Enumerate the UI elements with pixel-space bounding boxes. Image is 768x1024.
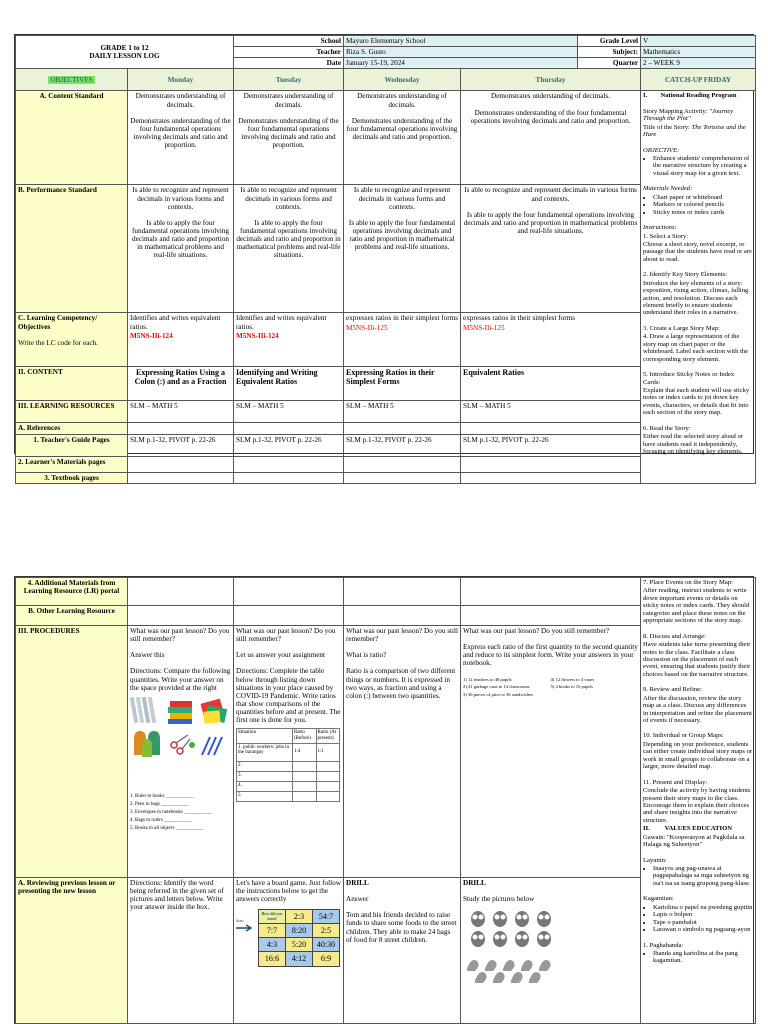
fri-kag-4: • Larawan o simbolo ng pagsang-ayon [653, 926, 753, 933]
additional-materials-label: 4. Additional Materials from Learning Resource (LR) portal [16, 578, 128, 606]
competency-mon [128, 313, 234, 367]
covid-row-num: 5. [237, 791, 293, 801]
fri-step9-text: After the discussion, review the story map as a class. Discuss any differences in interpretation and refine the placement of events if necessary. [643, 694, 752, 724]
fri-heading: National Reading Program [660, 92, 737, 100]
quarter-value: 2 – WEEK 9 [641, 58, 756, 69]
procedures-tue [234, 626, 344, 878]
lm-mon [128, 456, 234, 472]
proc-wed-q: What was our past lesson? Do you still remember? [346, 627, 458, 644]
grade-value: V [641, 36, 756, 47]
fri-story-title: The Tortoise and the Hare [643, 123, 746, 139]
proc-wed-ratio-q: What is ratio? [346, 651, 387, 660]
fri-step9-title: 9. Review and Refine: [643, 686, 702, 694]
references-label: A. References [16, 423, 128, 434]
fri-step5-text: Explain that each student will use sticky notes or index cards to jot down key events, characters, or details that fit into each section of the story map. [643, 386, 750, 417]
ratio-item: 4) 12 flowers to 4 vases [550, 676, 595, 682]
ps-mon-1: Is able to recognize and represent decimals in various forms and contexts. [132, 186, 229, 211]
reviewing-label: A. Reviewing previous lesson or presenting the new lesson [16, 878, 128, 1024]
friday-header: CATCH-UP FRIDAY [641, 69, 756, 91]
content-standard-mon [128, 91, 234, 185]
ref-thu [461, 423, 641, 434]
fri-paghahanda: 1. Paghahanda: [643, 941, 684, 949]
ps-thu-2: Is able to apply the four fundamental operations involving decimals and ratio and proportion in mathematical problems and real-life situations. [463, 210, 638, 235]
tb-wed [344, 472, 461, 483]
books-picture-icon [168, 701, 192, 724]
fri-paghahanda-item: • Ihanda ang kartolina at iba pang kagamitan. [653, 950, 753, 965]
comp-tue-code: M5NS-IIi-124 [236, 331, 279, 340]
covid-row-num: 4. [237, 781, 293, 791]
cs-mon-2: Demonstrates understanding of the four fundamental operations involving decimals and ratio and proportion. [130, 116, 231, 149]
fri-step2-text: Introduce the key elements of a story: exposition, rising action, climax, falling action, and resolution. Discuss each element briefly to ensure students understand their roles in a narrative. [643, 279, 749, 317]
fri-kag-2: • Lapis o bolpen [653, 911, 753, 918]
school-label: School [234, 36, 344, 47]
covid-row-num: 2. [237, 761, 293, 771]
fri-objective-label: OBJECTIVE: [643, 146, 680, 154]
performance-standard-mon [128, 185, 234, 313]
learners-materials-label: 2. Learner's Materials pages [16, 456, 128, 472]
content-standard-label: A. Content Standard [16, 91, 128, 185]
compare-item: 5. Books to all objects ___________ [130, 825, 204, 831]
covid-row1-situation: 1. public workers/ jobs in the barangay [237, 743, 293, 761]
board-grid [258, 909, 340, 966]
fri-step4-title: 4. Draw a large representation of the story map on chart paper or the whiteboard. Label each section with the corresponding story element. [643, 333, 749, 363]
am-wed [344, 578, 461, 606]
cs-thu-2: Demonstrates understanding of the four fundamental operations involving decimals and ratio and proportion. [470, 108, 631, 125]
covid-head-before: Ratio (Before) [293, 729, 317, 743]
fri-materials-label: Materials Needed: [643, 185, 693, 193]
scissors-picture-icon [171, 735, 195, 754]
comp-thu-text: expresses ratios in their simplest forms [463, 314, 576, 323]
comp-thu-code: M5NS-IIi-125 [463, 323, 505, 332]
fri-step10-title: 10. Individual or Group Maps: [643, 732, 724, 740]
fri-kag-3: • Tape o pambalot [653, 919, 753, 926]
cs-thu-1: Demonstrates understanding of decimals. [491, 92, 610, 101]
board-start-label: Start [236, 918, 244, 924]
proc-tue-dir: Directions: Complete the table below through listing down situations in your place caused by COVID-19 Pandemic. Write ratios that show comparisons of the quantities before and at present. The first one is done for you. [236, 667, 341, 725]
proc-mon-q: What was our past lesson? Do you still remember? [130, 627, 230, 644]
proc-mon-dir: Directions: Compare the following quantities. Write your answer on the space provided at the right [130, 667, 231, 692]
mon-compare-list [130, 793, 231, 833]
fri-material-1: • Chart paper or whiteboard [653, 194, 753, 201]
thu-ratio-items [463, 676, 638, 699]
compare-item: 2. Pens to bags ___________ [130, 801, 189, 807]
comp-mon-text: Identifies and writes equivalent ratios. [130, 314, 221, 331]
title-line2: DAILY LESSON LOG [89, 52, 160, 61]
tg-wed: SLM p.1-32, PIVOT p. 22-26 [344, 434, 461, 456]
performance-standard-wed [344, 185, 461, 313]
ps-wed-2: Is able to apply the four fundamental operations involving decimals and ratio and proportion in mathematical problems and real-life situations. [348, 218, 456, 252]
ps-tue-2: Is able to apply the four fundamental operations involving decimals and ratio and proportion in mathematical problems and real-life situations. [236, 218, 341, 260]
board-cell: 7:7 [259, 924, 286, 938]
performance-standard-tue [234, 185, 344, 313]
board-cell: 6:9 [313, 952, 340, 966]
teacher-label: Teacher [234, 47, 344, 58]
comp-mon-code: M5NS-IIi-124 [130, 331, 173, 340]
competency-label-cell [16, 313, 128, 367]
cs-tue-2: Demonstrates understanding of the four fundamental operations involving decimals and ratio and proportion. [238, 116, 339, 149]
tb-tue [234, 472, 344, 483]
cs-mon-1: Demonstrates understanding of decimals. [135, 92, 226, 109]
date-label: Date [234, 58, 344, 69]
tg-mon: SLM p.1-32, PIVOT p. 22-26 [128, 434, 234, 456]
fri-step11-title: 11. Present and Display: [643, 778, 708, 786]
learning-resources-label: III. LEARNING RESOURCES [16, 401, 128, 423]
ratio-item: 5) 4 books to 16 pupils [550, 684, 593, 690]
procedures-mon [128, 626, 234, 878]
proc-wed-ratio-def: Ratio is a comparison of two different things or numbers. It is expressed in two ways, as fraction and using a colon (:) between two quantities. [346, 667, 456, 700]
slm-mon: SLM – MATH 5 [128, 401, 234, 423]
board-cell: 2:5 [313, 924, 340, 938]
am-tue [234, 578, 344, 606]
compare-item: 3. Envelopes to notebooks ___________ [130, 809, 212, 815]
content-standard-wed [344, 91, 461, 185]
board-cell: 4:12 [286, 952, 313, 966]
lm-wed [344, 456, 461, 472]
ratio-item: 2) 21 garbage cans to 14 classrooms [463, 684, 530, 690]
arrow-right-icon [236, 924, 254, 932]
board-cell-label: How did you travel [259, 910, 286, 924]
fri-step10-text: Depending on your preference, students can either create individual story maps or work in small groups to collaborate on a larger, more detailed map. [643, 740, 753, 771]
fri-step1-text: Choose a short story, novel excerpt, or passage that the students have read or are about to read. [643, 240, 752, 263]
friday-reading-program [641, 91, 756, 483]
board-cell: 8:20 [286, 924, 313, 938]
pens-picture-icon [202, 737, 222, 755]
cs-wed-2: Demonstrates understanding of the four fundamental operations involving decimals and ratio and proportion. [346, 116, 458, 141]
competency-thu [461, 313, 641, 367]
covid-head-present: Ratio (At present) [316, 729, 340, 743]
fri-step6-text: Either read the selected story aloud or have students read it independently, focusing on identifying key elements. [643, 433, 743, 455]
or-wed [344, 606, 461, 626]
fri-values-num: II. [643, 825, 650, 833]
or-thu [461, 606, 641, 626]
lm-thu [461, 456, 641, 472]
review-thu-study: Study the pictures below [463, 895, 535, 904]
covid-row-num: 3. [237, 771, 293, 781]
animals-picture [463, 907, 563, 983]
review-mon: Directions: Identify the word being referred in the given set of pictures and letters below. Write your answer inside the box. [128, 878, 234, 1024]
competency-label: C. Learning Competency/ Objectives [18, 314, 98, 331]
fri-activity-title: "Journey Through the Plot" [643, 107, 734, 123]
subject-value: Mathematics [641, 47, 756, 58]
proc-tue-q: What was our past lesson? Do you still remember? [236, 627, 336, 644]
board-cell: 2:3 [286, 910, 313, 924]
performance-standard-thu [461, 185, 641, 313]
fri-step3-title: 3. Create a Large Story Map: [643, 324, 720, 332]
fri-objective-item: • Enhance students' comprehension of the narrative structure by creating a visual story map for a given text. [653, 155, 753, 177]
fri-layunin-item: • Inaayos ang pag-unawa at pagpapahalaga sa mga suheetyon ng isa't isa sa isang grupong pang-klase. [653, 865, 753, 887]
proc-tue-let: Let us answer your assignment [236, 651, 326, 660]
other-resources-label: B. Other Learning Resource [16, 606, 128, 626]
covid-head-situation: Situation [237, 729, 293, 743]
fri-activity-label: Story Mapping Activity: [643, 107, 708, 115]
slm-wed: SLM – MATH 5 [344, 401, 461, 423]
comp-tue-text: Identifies and writes equivalent ratios. [236, 314, 327, 331]
fri-values-heading: VALUES EDUCATION [664, 825, 732, 833]
wednesday-header: Wednesday [344, 69, 461, 91]
content-tue: Identifying and Writing Equivalent Ratios [234, 367, 344, 401]
compare-item: 4. Bags to rulers ___________ [130, 817, 192, 823]
comp-wed-text: expresses ratios in their simplest forms [346, 314, 459, 323]
review-wed-text: Tom and his friends decided to raise funds to share some foods to the street children. They able to make 24 bags of food for 8 street children. [346, 911, 457, 944]
am-thu [461, 578, 641, 606]
content-mon: Expressing Ratios Using a Colon (:) and as a Fraction [128, 367, 234, 401]
tuesday-header: Tuesday [234, 69, 344, 91]
fri-step7-text: After reading, instruct students to write down important events or details on sticky notes or index cards. They should categorize and place these notes on the appropriate sections of the story map. [643, 587, 750, 625]
ratio-item: 3) 36 pieces of juice to 36 sandwiches [463, 692, 534, 698]
am-mon [128, 578, 234, 606]
compare-item: 1. Ruler to books ___________ [130, 793, 194, 799]
textbook-label: 3. Textbook pages [16, 472, 128, 483]
review-tue-text: Let's have a board game. Just follow the instructions below to get the answers correctly [236, 879, 341, 904]
ref-tue [234, 423, 344, 434]
fri-heading-num: I. [643, 92, 648, 100]
proc-thu-express: Express each ratio of the first quantity to the second quantity and reduce to its simplest form. Write your answers in your notebook. [463, 643, 638, 668]
fri-step5-title: 5. Introduce Sticky Notes or Index Cards: [643, 371, 735, 386]
performance-standard-label: B. Performance Standard [16, 185, 128, 313]
monday-header: Monday [128, 69, 234, 91]
content-wed: Expressing Ratios in their Simplest Forms [344, 367, 461, 401]
review-thu-drill: DRILL [463, 879, 486, 887]
ratio-item: 1) 12 teachers to 48 pupils [463, 676, 512, 682]
fri-step11-text: Conclude the activity by having students present their story maps to the class. Encourage them to explain their choices and share insights into the narrative structure. [643, 787, 751, 824]
quarter-label: Quarter [578, 58, 641, 69]
board-cell: 5:20 [286, 938, 313, 952]
or-mon [128, 606, 234, 626]
owl-icons [471, 911, 551, 947]
lesson-log-page-2 [14, 576, 754, 1024]
review-tue [234, 878, 344, 1024]
fri-material-3: • Sticky notes or index cards [653, 209, 753, 216]
cs-tue-1: Demonstrates understanding of decimals. [243, 92, 334, 109]
procedures-thu [461, 626, 641, 878]
slm-tue: SLM – MATH 5 [234, 401, 344, 423]
fri-instructions-label: Instructions: [643, 224, 677, 232]
procedures-label: III. PROCEDURES [16, 626, 128, 878]
content-label: II. CONTENT [16, 367, 128, 401]
lesson-log-page-1 [14, 34, 754, 482]
fri-layunin-label: Layunin: [643, 856, 667, 864]
comp-wed-code: M5NS-IIi-125 [346, 323, 388, 332]
ps-mon-2: Is able to apply the four fundamental operations involving decimals and ratio and proportion in mathematical problems and real-life situations. [132, 218, 230, 260]
objects-pictures [130, 693, 230, 791]
competency-tue [234, 313, 344, 367]
fri-step8-text: Have students take turns presenting their notes to the class. Facilitate a class discussion on the placement of each event, ensuring that students justify their choices based on the narrative structure. [643, 641, 751, 678]
squirrel-icons [467, 960, 551, 983]
ref-mon [128, 423, 234, 434]
tb-mon [128, 472, 234, 483]
lc-note: Write the LC code for each. [18, 338, 98, 347]
content-standard-thu [461, 91, 641, 185]
lm-tue [234, 456, 344, 472]
bags-picture-icon [134, 731, 160, 757]
content-standard-tue [234, 91, 344, 185]
tg-tue: SLM p.1-32, PIVOT p. 22-26 [234, 434, 344, 456]
covid-row1-present: 1:1 [316, 743, 340, 761]
fri-step8-title: 8. Discuss and Arrange: [643, 632, 706, 640]
fri-kagamitan-label: Kagamitan: [643, 895, 674, 903]
covid-row1-before: 1:4 [293, 743, 317, 761]
teachers-guide-label: 1. Teacher's Guide Pages [16, 434, 128, 456]
review-wed [344, 878, 461, 1024]
covid-ratio-table [236, 728, 340, 801]
subject-label: Subject: [578, 47, 641, 58]
school-value: Mayuro Elementary School [344, 36, 578, 47]
proc-mon-answer: Answer this [130, 651, 165, 660]
date-value: January 15-19, 2024 [344, 58, 578, 69]
proc-thu-q: What was our past lesson? Do you still remember? [463, 627, 610, 635]
lesson-log-table-1 [15, 35, 756, 484]
rulers-picture-icon [130, 697, 156, 723]
objectives-label: OBJECTIVES [50, 75, 93, 84]
board-cell: 54:7 [313, 910, 340, 924]
or-tue [234, 606, 344, 626]
teacher-value: Riza S. Gusto [344, 47, 578, 58]
envelopes-picture-icon [201, 698, 228, 723]
grade-label: Grade Level [578, 36, 641, 47]
fri-step2-title: 2. Identify Key Story Elements: [643, 271, 728, 279]
competency-wed [344, 313, 461, 367]
review-wed-drill: DRILL [346, 879, 369, 887]
board-cell: 4:3 [259, 938, 286, 952]
board-cell: 40:30 [313, 938, 340, 952]
log-title [16, 36, 234, 69]
content-thu: Equivalent Ratios [461, 367, 641, 401]
tg-thu: SLM p.1-32, PIVOT p. 22-26 [461, 434, 641, 456]
lesson-log-table-2 [15, 577, 756, 1024]
fri-kag-1: • Kartolina o papel na pwedeng gupitin [653, 904, 753, 911]
board-start [236, 919, 254, 934]
board-game [236, 909, 341, 966]
title-line1: GRADE 1 to 12 [100, 44, 149, 53]
board-cell: 16:6 [259, 952, 286, 966]
fri-step1-title: 1. Select a Story: [643, 232, 689, 240]
procedures-wed [344, 626, 461, 878]
fri-gawain: Gawain: "Kooperasyon at Pagkilala sa Halaga ng Suheetyon" [643, 833, 745, 849]
review-thu [461, 878, 641, 1024]
fri-material-2: • Markers or colored pencils [653, 201, 753, 208]
cs-wed-1: Demonstrates understanding of decimals. [357, 92, 447, 109]
fri-step6-title: 6. Read the Story: [643, 424, 691, 432]
fri-story-label: Title of the Story: [643, 123, 690, 131]
ref-wed [344, 423, 461, 434]
review-wed-answer: Answer [346, 895, 369, 904]
slm-thu: SLM – MATH 5 [461, 401, 641, 423]
objectives-header [16, 69, 128, 91]
thursday-header: Thursday [461, 69, 641, 91]
ps-tue-1: Is able to recognize and represent decimals in various forms and contexts. [240, 186, 337, 211]
tb-thu [461, 472, 641, 483]
fri-step7-title: 7. Place Events on the Story Map: [643, 579, 733, 586]
friday-continued [641, 578, 756, 1024]
ps-wed-1: Is able to recognize and represent decimals in various forms and contexts. [353, 186, 451, 211]
ps-thu-1: Is able to recognize and represent decimals in various forms and contexts. [464, 186, 637, 203]
